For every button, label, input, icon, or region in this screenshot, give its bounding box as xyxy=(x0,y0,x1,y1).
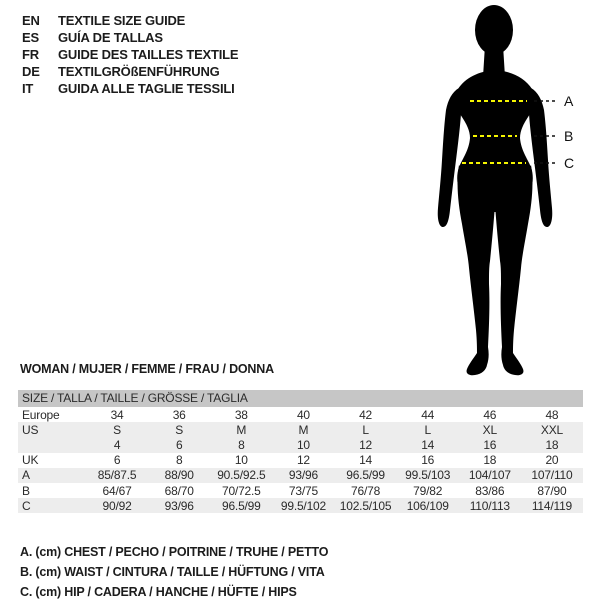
size-cell: L xyxy=(362,422,369,437)
size-cell: 10 xyxy=(234,453,248,468)
table-row xyxy=(18,483,583,498)
size-cell: 110/113 xyxy=(469,498,510,513)
size-table xyxy=(18,390,583,513)
size-cell: 85/87.5 xyxy=(97,468,137,483)
size-cell: 40 xyxy=(296,407,310,422)
size-cell: S xyxy=(175,422,184,437)
table-row xyxy=(18,453,583,468)
size-cell: 8 xyxy=(175,453,183,468)
legend-line-chest: A. (cm) CHEST / PECHO / POITRINE / TRUHE / PETTO xyxy=(20,545,329,559)
size-cell: 107/110 xyxy=(531,468,573,483)
language-code: IT xyxy=(22,81,34,96)
language-code: ES xyxy=(22,30,39,45)
table-row xyxy=(18,437,583,452)
size-cell: M xyxy=(298,422,309,437)
size-cell: 106/109 xyxy=(406,498,449,513)
language-row xyxy=(22,29,238,46)
row-label: Europe xyxy=(22,407,60,422)
size-cell: 88/90 xyxy=(164,468,194,483)
size-cell: 87/90 xyxy=(537,483,567,498)
size-cell: XL xyxy=(482,422,497,437)
language-title: GUIDE DES TAILLES TEXTILE xyxy=(58,47,239,62)
table-row xyxy=(18,407,583,422)
language-title: TEXTILE SIZE GUIDE xyxy=(58,13,186,28)
size-table-header: SIZE / TALLA / TAILLE / GRÖSSE / TAGLIA xyxy=(18,390,583,407)
legend-line-hip: C. (cm) HIP / CADERA / HANCHE / HÜFTE / HIPS xyxy=(20,585,297,599)
size-cell: 83/86 xyxy=(475,483,505,498)
size-cell: 44 xyxy=(421,407,435,422)
language-title: TEXTILGRÖßENFÜHRUNG xyxy=(58,64,220,79)
size-cell: 93/96 xyxy=(288,468,318,483)
size-cell: 8 xyxy=(238,437,245,452)
language-code: FR xyxy=(22,47,39,62)
size-cell: 79/82 xyxy=(413,483,443,498)
size-cell: 16 xyxy=(483,437,497,452)
size-cell: 34 xyxy=(110,407,124,422)
row-label: C xyxy=(22,498,31,513)
size-cell: 48 xyxy=(545,407,559,422)
row-label: A xyxy=(22,468,30,483)
language-title: GUÍA DE TALLAS xyxy=(58,30,163,45)
size-cell: 70/72.5 xyxy=(221,483,261,498)
language-list xyxy=(22,12,238,97)
legend-line-waist: B. (cm) WAIST / CINTURA / TAILLE / HÜFTUNG / VITA xyxy=(20,565,325,579)
size-table-rows xyxy=(18,407,583,513)
marker-label-a: A xyxy=(564,93,574,109)
size-cell: XXL xyxy=(540,422,563,437)
size-cell: 6 xyxy=(175,437,183,452)
row-label: UK xyxy=(22,453,39,468)
size-cell: 18 xyxy=(483,453,497,468)
size-cell: 90.5/92.5 xyxy=(217,468,266,483)
size-cell: 12 xyxy=(359,437,373,452)
silhouette-body xyxy=(438,5,553,375)
size-cell: 14 xyxy=(359,453,373,468)
language-code: EN xyxy=(22,13,40,28)
size-cell: 46 xyxy=(483,407,497,422)
size-cell: 16 xyxy=(421,453,435,468)
marker-label-c: C xyxy=(564,155,575,171)
size-cell: 18 xyxy=(545,437,559,452)
size-cell: 99.5/103 xyxy=(405,468,451,483)
table-row xyxy=(18,498,583,513)
size-cell: 20 xyxy=(545,453,559,468)
language-row xyxy=(22,63,238,80)
size-cell: 96.5/99 xyxy=(346,468,385,483)
size-cell: 68/70 xyxy=(164,483,194,498)
language-row xyxy=(22,80,238,97)
size-cell: 12 xyxy=(296,453,310,468)
size-cell: 76/78 xyxy=(351,483,381,498)
size-cell: 64/67 xyxy=(102,483,132,498)
marker-label-b: B xyxy=(564,128,574,144)
size-cell: 4 xyxy=(113,437,121,452)
measurement-legend xyxy=(20,545,328,605)
size-cell: 6 xyxy=(113,453,121,468)
row-label: US xyxy=(22,422,39,437)
size-cell: 42 xyxy=(359,407,373,422)
language-row xyxy=(22,12,238,29)
size-cell: 93/96 xyxy=(164,498,194,513)
language-code: DE xyxy=(22,64,40,79)
size-cell: 114/119 xyxy=(531,498,573,513)
size-cell: 104/107 xyxy=(468,468,511,483)
woman-silhouette xyxy=(405,0,590,380)
language-title: GUIDA ALLE TAGLIE TESSILI xyxy=(58,81,235,96)
size-cell: 102.5/105 xyxy=(339,498,392,513)
category-title: WOMAN / MUJER / FEMME / FRAU / DONNA xyxy=(20,362,274,376)
size-cell: 38 xyxy=(234,407,248,422)
size-cell: S xyxy=(113,422,121,437)
size-cell: 14 xyxy=(421,437,435,452)
language-row xyxy=(22,46,238,63)
size-cell: L xyxy=(424,422,431,437)
table-row xyxy=(18,468,583,483)
size-cell: 99.5/102 xyxy=(280,498,326,513)
size-cell: 73/75 xyxy=(288,483,318,498)
size-cell: 10 xyxy=(296,437,310,452)
size-cell: M xyxy=(236,422,247,437)
size-cell: 90/92 xyxy=(102,498,132,513)
size-cell: 36 xyxy=(172,407,186,422)
table-row xyxy=(18,422,583,437)
size-cell: 96.5/99 xyxy=(221,498,261,513)
row-label: B xyxy=(22,483,30,498)
